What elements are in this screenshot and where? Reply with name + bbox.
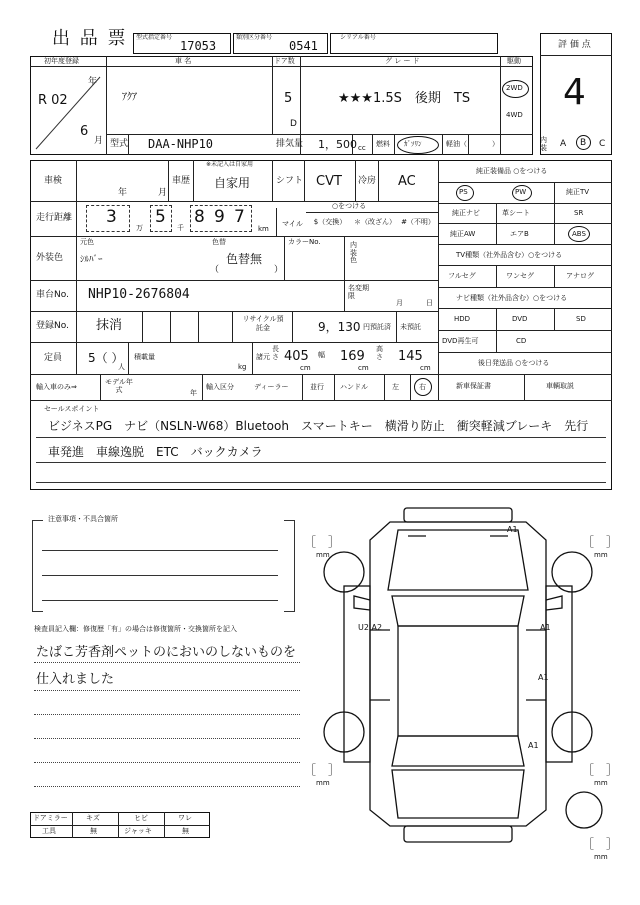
ac-label: 冷房	[358, 176, 377, 186]
capacity-value: 5（ ）	[88, 351, 124, 365]
equip-ps: PS	[459, 188, 468, 196]
mileage-digit-3: 8	[194, 207, 205, 227]
first-reg-era: R 02	[38, 93, 68, 108]
dvd-value: CD	[516, 337, 527, 345]
interior-b: B	[580, 138, 587, 148]
mileage-circle-note: ○をつける	[332, 202, 367, 210]
class-number: 0541	[289, 39, 318, 53]
mileage-label: 走行距離	[36, 213, 73, 223]
displacement-cc: cc	[358, 144, 366, 152]
model-spec-number: 17053	[180, 39, 217, 53]
tv-analog: アナログ	[566, 272, 594, 280]
ac-value: AC	[398, 174, 416, 189]
shift-label: シフト	[276, 176, 304, 186]
mm-spare: mm	[594, 853, 608, 861]
import-label: 輸入車のみ⇒	[36, 383, 77, 391]
model-year-label: モデル年式	[105, 378, 133, 395]
first-reg-month: 6	[80, 124, 89, 139]
model-year-unit: 年	[190, 389, 197, 397]
recycle-value: 9，130	[318, 320, 361, 334]
bracket-top-left: ［ ］	[304, 535, 341, 549]
recycle-unpaid: 未預託	[400, 323, 421, 331]
mileage-unit-sen: 千	[177, 224, 184, 232]
recycle-paid: 円預託済	[363, 323, 391, 331]
diesel-label: 軽油（	[446, 140, 467, 148]
damage-mark-right-wheel: A1	[528, 741, 539, 750]
recycle-label: リサイクル預託金	[242, 315, 284, 333]
first-reg-label: 初年度登録	[44, 57, 79, 65]
mileage-mile: マイル	[282, 220, 303, 228]
damage-mark-right-rear: A1	[538, 673, 549, 682]
mileage-option-tampered: ＊（改ざん）	[354, 218, 396, 226]
import-dealer: ディーラー	[254, 383, 289, 391]
drive-label: 駆動	[507, 57, 521, 65]
mileage-digit-4: 9	[214, 207, 225, 227]
tv-oneseg: ワンセグ	[506, 272, 534, 280]
length-value: 405	[284, 349, 309, 364]
equip-abs: ABS	[572, 230, 586, 238]
navi-dvd: DVD	[512, 315, 528, 323]
score-label: 評 価 点	[558, 40, 591, 50]
form-title: 出 品 票	[52, 28, 128, 49]
load-kg: kg	[238, 363, 247, 371]
equip-airbag: エアB	[510, 230, 529, 238]
doors-value: 5	[284, 91, 293, 106]
equip-aw: 純正AW	[450, 230, 476, 238]
sales-line-1: ビジネスPG ナビ（NSLN-W68）Bluetooh スマートキー 横滑り防止 衝突軽減ブレーキ 先行	[48, 419, 589, 433]
color-label: 外装色	[36, 253, 64, 263]
diesel-close: ）	[492, 140, 499, 148]
notes-label: 注意事項・不具合箇所	[48, 515, 118, 523]
interior-a: A	[560, 139, 567, 149]
inspection-year-unit: 年	[118, 188, 128, 198]
repaint-paren-open: （	[210, 265, 220, 275]
serial-label: シリアル番号	[340, 34, 376, 41]
mileage-digit-5: 7	[234, 207, 245, 227]
mm-bottom-left: mm	[316, 779, 330, 787]
inspector-label: 検査員記入欄：修復歴「有」の場合は修復箇所・交換箇所を記入	[34, 625, 237, 633]
import-parallel: 並行	[310, 383, 324, 391]
drive-4wd: 4WD	[506, 111, 523, 119]
registration-label: 登録No.	[36, 321, 69, 331]
equip-tv: 純正TV	[566, 188, 590, 196]
damage-mark-bumper: A1	[507, 525, 518, 534]
tv-fullseg: フルセグ	[448, 272, 476, 280]
color-no-label: カラーNo.	[288, 238, 321, 246]
shift-value: CVT	[316, 174, 342, 189]
mileage-option-exchange: $（交換）	[313, 218, 347, 226]
mm-top-left: mm	[316, 551, 330, 559]
import-class-label: 輸入区分	[206, 383, 234, 391]
equipment-title: 純正装備品 ○をつける	[476, 167, 548, 175]
docs-title: 後日発送品 ○をつける	[478, 359, 550, 367]
width-cm: cm	[358, 364, 369, 372]
interior-color-label: 内装色	[350, 241, 357, 265]
model-spec-label: 型式指定番号	[136, 34, 173, 41]
history-note: ※未記入は自家用	[206, 161, 254, 168]
mileage-unit-man: 万	[136, 224, 143, 232]
fuel-value: ｶﾞｿﾘﾝ	[404, 140, 422, 148]
doors-label: ドア数	[274, 57, 295, 65]
load-label: 積載量	[134, 353, 155, 361]
parts-r-tools-val: 無	[90, 827, 97, 835]
parts-r-tools: 工具	[42, 827, 56, 835]
displacement-value: 1，500	[318, 138, 357, 151]
grade-label: グ レ ー ド	[385, 57, 420, 65]
parts-r-jack: ジャッキ	[124, 827, 152, 835]
inspection-label: 車検	[44, 176, 63, 186]
inspection-month-unit: 月	[158, 188, 168, 198]
handle-left: 左	[392, 383, 399, 391]
door-type: D	[290, 119, 297, 129]
navi-sd: SD	[576, 315, 586, 323]
sales-line-2: 車発進 車線逸脱 ETC バックカメラ	[48, 445, 263, 459]
interior-label: 内装	[540, 136, 547, 152]
original-color-label: 元色	[80, 238, 94, 246]
length-cm: cm	[300, 364, 311, 372]
tv-title: TV種類（社外品含む）○をつける	[456, 251, 563, 259]
interior-c: C	[599, 139, 606, 149]
mm-bottom-right: mm	[594, 779, 608, 787]
navi-title: ナビ種類（社外品含む）○をつける	[456, 294, 568, 302]
capacity-unit: 人	[118, 363, 125, 371]
name-change-month: 月	[396, 299, 403, 307]
equip-pw: PW	[515, 188, 527, 196]
car-name-value: ｱｸｱ	[122, 92, 137, 103]
name-change-label: 名変期限	[348, 284, 369, 301]
height-label: 高さ	[376, 345, 383, 361]
original-color-value: ｼﾙﾊﾞｰ	[80, 255, 103, 265]
repaint-value: 色替無	[226, 252, 263, 266]
height-cm: cm	[420, 364, 431, 372]
equip-navi: 純正ナビ	[452, 209, 480, 217]
mm-top-right: mm	[594, 551, 608, 559]
parts-r-jack-val: 無	[182, 827, 189, 835]
sales-label: セールスポイント	[44, 405, 100, 413]
bracket-top-right: ［ ］	[582, 535, 619, 549]
score-value: 4	[563, 72, 586, 113]
width-value: 169	[340, 349, 365, 364]
handle-right: 右	[419, 383, 426, 391]
height-value: 145	[398, 349, 423, 364]
history-label: 車歴	[172, 176, 191, 186]
fuel-label: 燃料	[376, 140, 390, 148]
model-label: 型式	[110, 139, 129, 149]
car-name-label: 車 名	[175, 57, 192, 65]
dims-label: 諸元	[256, 353, 270, 361]
handle-label: ハンドル	[340, 383, 368, 391]
dvd-label: DVD再生可	[442, 337, 479, 345]
navi-hdd: HDD	[454, 315, 471, 323]
drive-2wd: 2WD	[506, 84, 523, 92]
width-label: 幅	[318, 351, 325, 359]
repaint-paren-close: ）	[274, 265, 284, 275]
parts-h-crack: ヒビ	[134, 814, 148, 822]
vehicle-damage-diagram	[300, 500, 630, 870]
parts-h-scratch: キズ	[86, 814, 100, 822]
mileage-option-unknown: #（不明）	[401, 218, 435, 226]
notes-line-1: たばこ芳香剤ペットのにおいのしないものを	[36, 645, 297, 660]
mileage-km: km	[258, 225, 269, 233]
equip-sr: SR	[574, 209, 584, 217]
bracket-bottom-left: ［ ］	[304, 763, 341, 777]
damage-mark-left-front: U2 A2	[358, 623, 383, 632]
chassis-label: 車台No.	[36, 290, 69, 300]
bracket-bottom-right: ［ ］	[582, 763, 619, 777]
docs-warranty: 新車保証書	[456, 382, 491, 390]
model-value: DAA-NHP10	[148, 137, 214, 151]
class-label: 類別区分番号	[236, 34, 273, 41]
docs-manual: 車輌取説	[546, 382, 574, 390]
bracket-spare: ［ ］	[582, 837, 619, 851]
first-reg-year-unit: 年	[88, 77, 98, 87]
capacity-label: 定員	[44, 353, 63, 363]
grade-value: ★★★1.5S 後期 TS	[338, 91, 471, 106]
chassis-value: NHP10-2676804	[88, 287, 190, 302]
parts-h-mirror: ドアミラー	[33, 814, 68, 822]
damage-mark-right-front: A1	[540, 623, 551, 632]
displacement-label: 排気量	[276, 139, 304, 149]
length-label: 長さ	[272, 345, 279, 361]
first-reg-month-unit: 月	[94, 136, 104, 146]
registration-value: 抹消	[96, 318, 123, 333]
mileage-digit-1: 3	[106, 207, 117, 227]
history-value: 自家用	[214, 176, 251, 190]
equip-leather: 革シート	[502, 209, 530, 217]
repaint-label: 色替	[212, 238, 226, 246]
mileage-digit-2: 5	[155, 207, 166, 227]
name-change-day: 日	[426, 299, 433, 307]
parts-h-break: ワレ	[178, 814, 192, 822]
notes-line-2: 仕入れました	[36, 672, 115, 687]
